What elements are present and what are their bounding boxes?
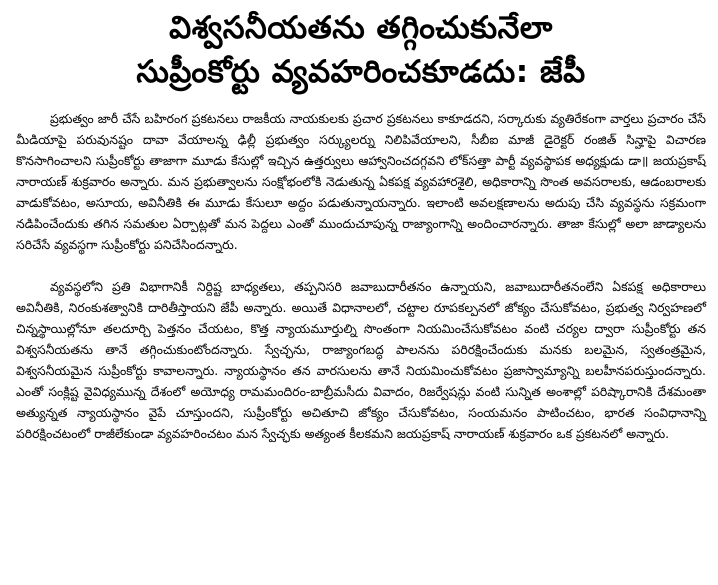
article-headline	[16, 6, 706, 94]
headline-line-2: సుప్రీంకోర్టు వ్యవహరించకూడదు: జేపీ	[136, 54, 586, 90]
article-paragraph-2: వ్యవస్థలోని ప్రతి విభాగానికీ నిర్దిష్ట బాధ్యతలు, తప్పనిసరి జవాబుదారీతనం ఉన్నాయని, జవాబుదారీతనంలేని ఏకపక్ష అధికారాలు అవినీతికి, నిరంకుశత్వానికి దారితీస్తాయని జేపీ అన్నారు. అయితే విధానాలలో, చట్టాల రూపకల్పనలో జోక్యం చేసుకోవటం, ప్రభుత్వ నిర్వహణలో చిన్నస్థాయిల్లోనూ తలదూర్చి పెత్తనం చేయటం, కొత్త న్యాయమూర్తుల్ని సొంతంగా నియమించేసుకోవటం వంటి చర్యల ద్వారా సుప్రీంకోర్టు తన విశ్వసనీయతను తానే తగ్గించుకుంటోందన్నారు. స్వేచ్ఛను, రాజ్యాంగబద్ధ పాలనను పరిరక్షించేందుకు మనకు బలమైన, స్వతంత్రమైన, విశ్వసనీయమైన సుప్రీంకోర్టు కావాలన్నారు. న్యాయస్థానం తన వారసులను తానే నియమించుకోవటం ప్రజాస్వామ్యాన్ని బలహీనపరుస్తుందన్నారు. ఎంతో సంక్లిష్ట వైవిధ్యమున్న దేశంలో అయోధ్య రామమందిరం-బాబ్రీమసీదు వివాదం, రిజర్వేషన్లు వంటి సున్నిత అంశాల్లో పరిష్కారానికి దేశమంతా అత్యున్నత న్యాయస్థానం వైపే చూస్తుందని, సుప్రీంకోర్టు అచితూచి జోక్యం చేసుకోవటం, సంయమనం పాటించటం, భారత సంవిధానాన్ని పరిరక్షించటంలో రాజీలేకుండా వ్యవహరించటం మన స్వేచ్ఛకు అత్యంత కీలకమని జయప్రకాష్ నారాయణ్ శుక్రవారం ఒక ప్రకటనలో అన్నారు.	[16, 279, 706, 441]
headline-line-1: విశ్వసనీయతను తగ్గించుకునేలా	[169, 10, 553, 46]
article-body	[16, 108, 706, 444]
article-paragraph-1: ప్రభుత్వం జారీ చేసే బహిరంగ ప్రకటనలు రాజకీయ నాయకులకు ప్రచార ప్రకటనలు కాకూడదని, సర్కారుకు వ్యతిరేకంగా వార్తలు ప్రచారం చేసే మీడియాపై పరువునష్టం దావా వేయాలన్న ఢిల్లీ ప్రభుత్వం సర్క్యులర్ను నిలిపివేయాలని, సీబీఐ మాజీ డైరెక్టర్ రంజిత్ సిన్హాపై విచారణ కొనసాగించాలని సుప్రీంకోర్టు తాజాగా మూడు కేసుల్లో ఇచ్చిన ఉత్తర్వులు ఆహ్వానించదగ్గవని లోక్‌సత్తా పార్టీ వ్యవస్థాపక అధ్యక్షుడు డా॥ జయప్రకాష్ నారాయణ్ శుక్రవారం అన్నారు. మన ప్రభుత్వాలను సంక్షోభంలోకి నెడుతున్న ఏకపక్ష వ్యవహారశైలి, అధికారాన్ని సొంత అవసరాలకు, ఆడంబరాలకు వాడుకోవటం, అసూయ, అవినీతికి ఈ మూడు కేసులూ అద్దం పడుతున్నాయన్నారు. ఇలాంటి అవలక్షణాలను అదుపు చేసి వ్యవస్థను సక్రమంగా నడిపించేందుకు తగిన సమతుల ఏర్పాట్లతో మన పెద్దలు ఎంతో ముందుచూపున్న రాజ్యాంగాన్ని అందించారన్నారు. తాజా కేసుల్లో అలా జాడ్యాలను సరిచేసే వ్యవస్థగా సుప్రీంకోర్టు పనిచేసిందన్నారు.	[16, 111, 706, 252]
